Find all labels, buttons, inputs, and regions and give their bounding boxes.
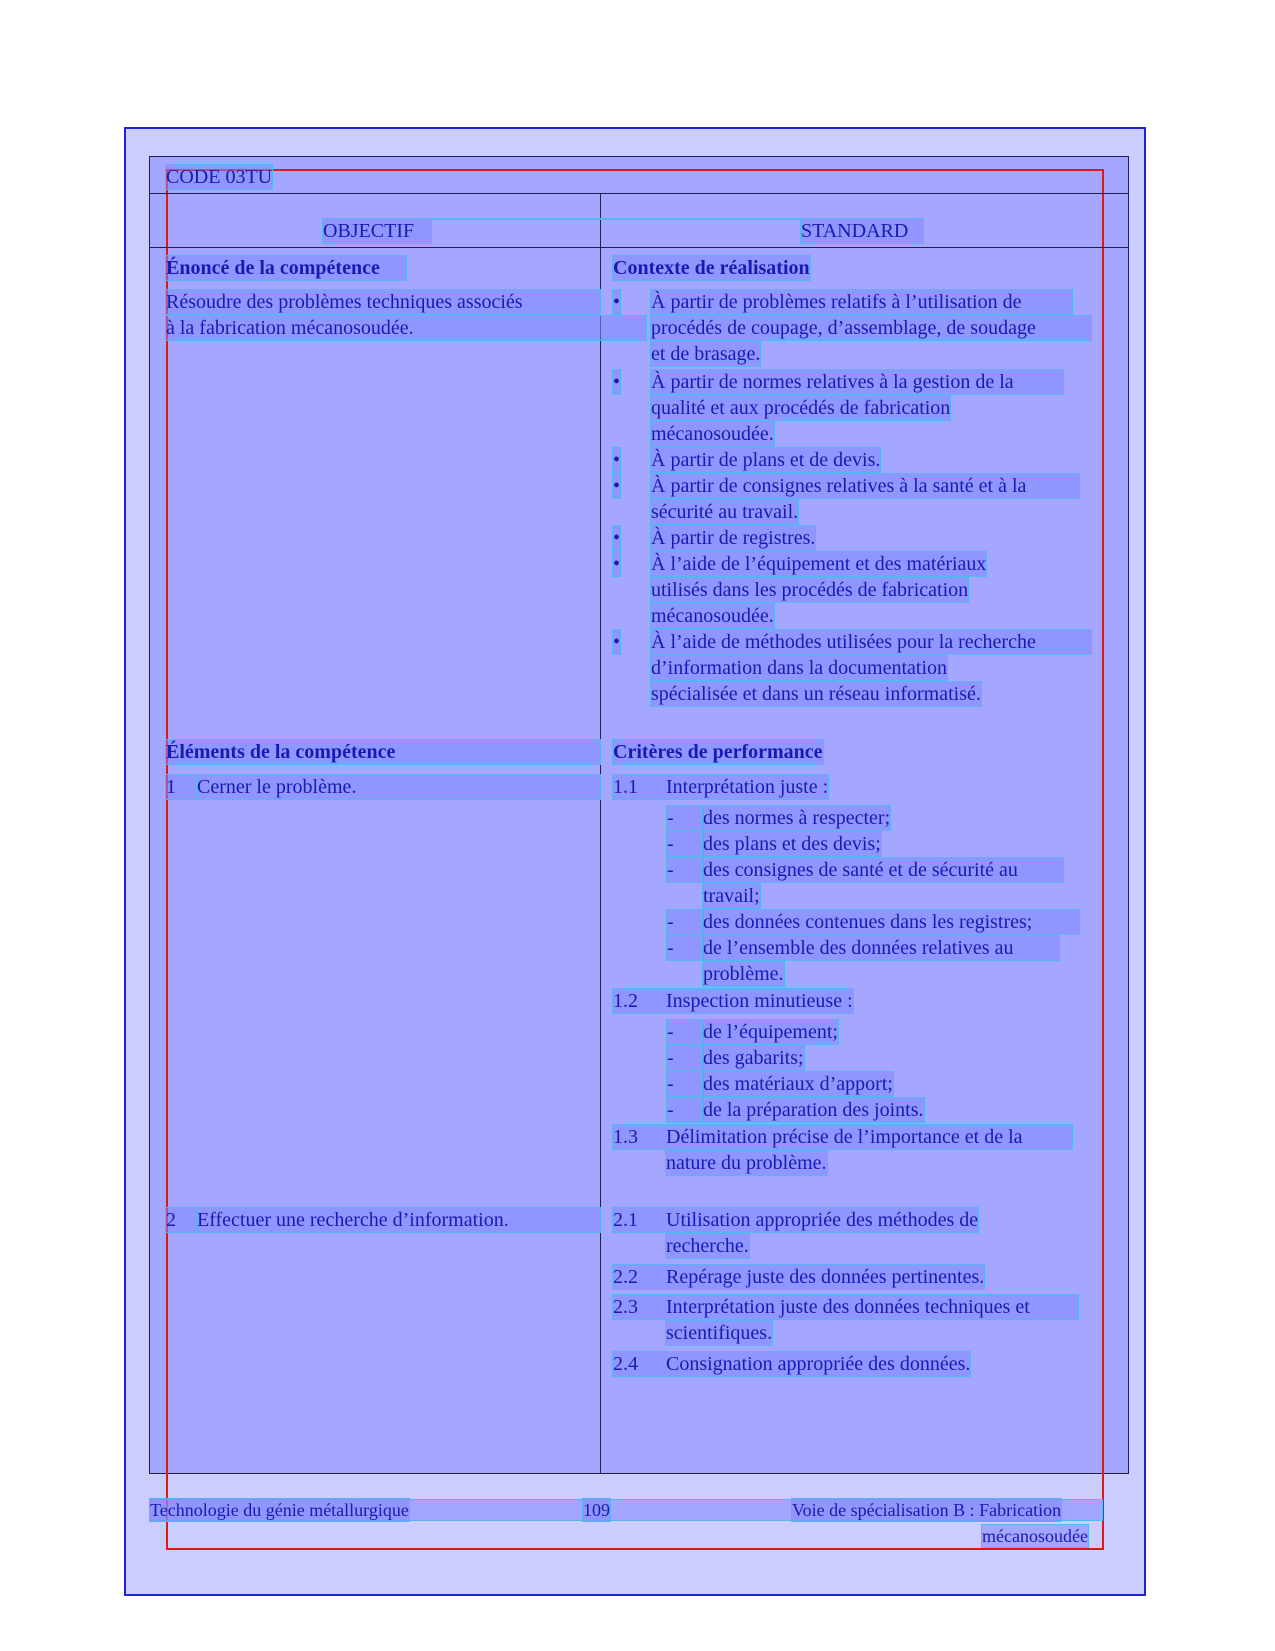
dash: - bbox=[667, 858, 703, 882]
criterion-number: 2.3 bbox=[613, 1295, 665, 1319]
criterion-number: 2.2 bbox=[613, 1265, 665, 1289]
dash: - bbox=[667, 832, 703, 856]
bullet: • bbox=[613, 527, 621, 549]
criterion-number: 1.2 bbox=[613, 989, 665, 1013]
contexte-line: d’information dans la documentation bbox=[651, 657, 948, 679]
criterion-subitem: problème. bbox=[703, 963, 784, 985]
criterion-subitem: de l’équipement; bbox=[703, 1021, 838, 1043]
bullet: • bbox=[613, 631, 621, 653]
criterion-subitem: des normes à respecter; bbox=[703, 807, 891, 829]
contexte-line: utilisés dans les procédés de fabrication bbox=[651, 579, 969, 601]
footer-left: Technologie du génie métallurgique bbox=[150, 1500, 409, 1520]
dash: - bbox=[667, 1072, 703, 1096]
column-separator bbox=[600, 194, 601, 1473]
header-divider bbox=[149, 193, 1129, 194]
criterion-subitem: de la préparation des joints. bbox=[703, 1099, 924, 1121]
contexte-line: mécanosoudée. bbox=[651, 605, 774, 627]
criterion-label: Inspection minutieuse : bbox=[666, 990, 853, 1012]
contexte-line: et de brasage. bbox=[651, 343, 761, 365]
dash: - bbox=[667, 936, 703, 960]
bullet: • bbox=[613, 553, 621, 575]
criterion-subitem: des gabarits; bbox=[703, 1047, 804, 1069]
criterion-subitem: de l’ensemble des données relatives au bbox=[703, 936, 1059, 960]
competence-line-2: à la fabrication mécanosoudée. bbox=[166, 316, 646, 340]
contexte-line: sécurité au travail. bbox=[651, 501, 799, 523]
page-number: 109 bbox=[583, 1500, 610, 1520]
contexte-line: À l’aide de méthodes utilisées pour la recherche bbox=[651, 630, 1091, 654]
criterion-subitem: des plans et des devis; bbox=[703, 833, 881, 855]
element-label: Cerner le problème. bbox=[197, 775, 600, 799]
competence-title: Énoncé de la compétence bbox=[166, 256, 406, 280]
dash: - bbox=[667, 1020, 703, 1044]
contexte-line: À partir de normes relatives à la gestion de la bbox=[651, 370, 1063, 394]
criterion-label: Interprétation juste : bbox=[666, 776, 829, 798]
contexte-line: À l’aide de l’équipement et des matériaux bbox=[651, 553, 987, 575]
criterion-number: 2.1 bbox=[613, 1208, 665, 1232]
criterion-subitem: travail; bbox=[703, 885, 760, 907]
criterion-subitem: des matériaux d’apport; bbox=[703, 1073, 893, 1095]
bullet: • bbox=[613, 449, 621, 471]
footer-right-line-2: mécanosoudée bbox=[982, 1526, 1088, 1546]
dash: - bbox=[667, 1046, 703, 1070]
competence-line-1: Résoudre des problèmes techniques associés bbox=[166, 290, 600, 314]
criterion-line: nature du problème. bbox=[666, 1152, 827, 1174]
contexte-line: À partir de problèmes relatifs à l’utilisation de bbox=[651, 290, 1072, 314]
criterion-line: recherche. bbox=[666, 1235, 749, 1257]
criterion-line: Utilisation appropriée des méthodes de bbox=[666, 1209, 979, 1231]
dash: - bbox=[667, 910, 703, 934]
contexte-line: spécialisée et dans un réseau informatisé. bbox=[651, 683, 981, 705]
criterion-label: Consignation appropriée des données. bbox=[666, 1353, 971, 1375]
criterion-number: 2.4 bbox=[613, 1352, 665, 1376]
criterion-subitem: des données contenues dans les registres; bbox=[703, 910, 1079, 934]
criterion-label: Repérage juste des données pertinentes. bbox=[666, 1266, 985, 1288]
element-number: 2 bbox=[166, 1208, 196, 1232]
criterion-line: Interprétation juste des données techniques et bbox=[666, 1295, 1078, 1319]
contexte-line: À partir de plans et de devis. bbox=[651, 449, 881, 471]
criterion-number: 1.1 bbox=[613, 775, 665, 799]
contexte-line: qualité et aux procédés de fabrication bbox=[651, 397, 951, 419]
contexte-title: Contexte de réalisation bbox=[613, 257, 810, 279]
contexte-line: mécanosoudée. bbox=[651, 423, 774, 445]
criteres-title: Critères de performance bbox=[613, 741, 823, 763]
bullet: • bbox=[613, 291, 621, 313]
contexte-line: procédés de coupage, d’assemblage, de soudage bbox=[651, 316, 1091, 340]
bullet: • bbox=[613, 475, 621, 497]
dash: - bbox=[667, 1098, 703, 1122]
criterion-subitem: des consignes de santé et de sécurité au bbox=[703, 858, 1063, 882]
criterion-line: Délimitation précise de l’importance et de la bbox=[666, 1125, 1072, 1149]
columns-divider bbox=[149, 247, 1129, 248]
bullet: • bbox=[613, 371, 621, 393]
footer-right-line-1: Voie de spécialisation B : Fabrication bbox=[792, 1500, 1062, 1520]
criterion-number: 1.3 bbox=[613, 1125, 665, 1149]
element-label: Effectuer une recherche d’information. bbox=[197, 1208, 600, 1232]
elements-title: Éléments de la compétence bbox=[166, 740, 600, 764]
column-heading-standard: STANDARD bbox=[801, 219, 923, 243]
criterion-line: scientifiques. bbox=[666, 1322, 773, 1344]
code-label: CODE 03TU bbox=[166, 166, 273, 188]
dash: - bbox=[667, 806, 703, 830]
column-heading-objectif: OBJECTIF bbox=[323, 219, 431, 243]
element-number: 1 bbox=[166, 775, 196, 799]
contexte-line: À partir de registres. bbox=[651, 527, 816, 549]
contexte-line: À partir de consignes relatives à la santé et à la bbox=[651, 474, 1079, 498]
